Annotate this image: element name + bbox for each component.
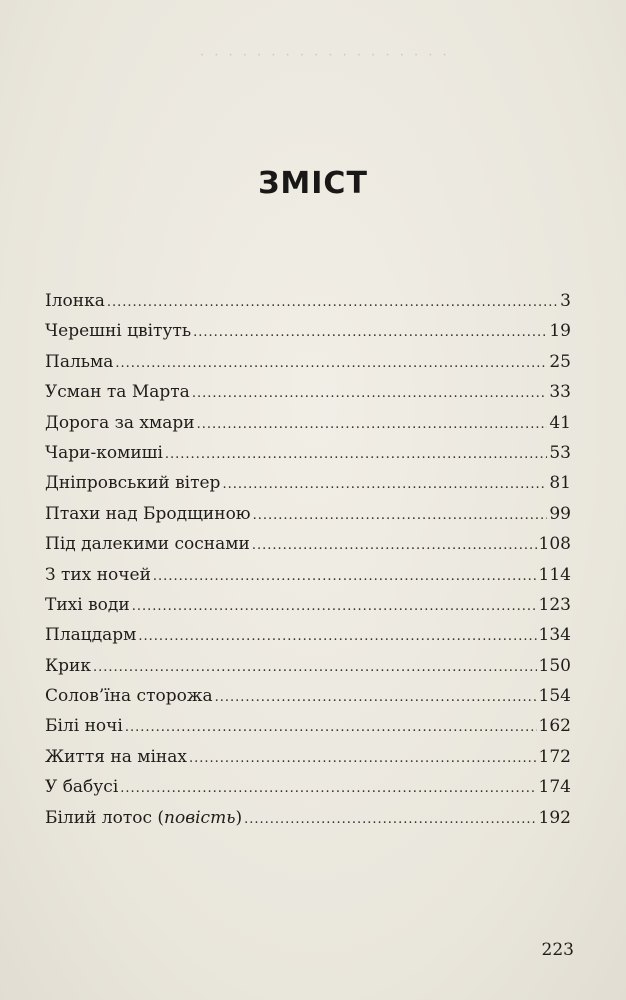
toc-entry[interactable]: [45, 681, 571, 711]
dot-leader: [107, 286, 558, 318]
dot-leader: [120, 772, 536, 804]
toc-entry[interactable]: [45, 286, 571, 316]
toc-entry-title: Білі ночі: [45, 716, 123, 737]
toc-entry-page: 53: [549, 442, 571, 463]
toc-entry-page: 123: [538, 594, 571, 615]
toc-entry-page: 192: [538, 807, 571, 828]
dot-leader: [93, 651, 537, 683]
toc-entry-page: 174: [538, 777, 571, 798]
toc-entry-title: Черешні цвітуть: [45, 321, 192, 342]
toc-entry-page: 114: [538, 564, 571, 585]
toc-entry[interactable]: [45, 560, 571, 590]
toc-entry[interactable]: [45, 347, 571, 377]
toc-entry-page: 3: [560, 291, 571, 311]
toc-entry[interactable]: [45, 468, 571, 498]
dot-leader: [244, 803, 536, 835]
page-number: 223: [541, 940, 574, 960]
toc-entry-title-main: Білий лотос (: [45, 807, 165, 828]
dot-leader: [252, 529, 537, 561]
toc-entry-title: Птахи над Бродщиною: [45, 503, 251, 524]
toc-entry-title-genre: повість: [164, 807, 236, 828]
dot-leader: [215, 681, 537, 713]
toc-entry-title: Дорога за хмари: [45, 412, 195, 433]
dot-leader: [125, 711, 537, 743]
bleed-through-decoration: · · · · · · · · · · · · · · · · · ·: [200, 48, 450, 63]
toc-entry[interactable]: [45, 651, 571, 681]
toc-entry-title: Усман та Марта: [45, 382, 190, 403]
toc-entry-title: Чари-комиші: [45, 442, 163, 463]
toc-entry-title: Солов’їна сторожа: [45, 686, 213, 707]
toc-entry[interactable]: [45, 742, 571, 772]
toc-entry-title: Під далекими соснами: [45, 534, 250, 555]
toc-entry-title-suffix: ): [235, 807, 243, 828]
toc-entry[interactable]: [45, 438, 571, 468]
toc-entry-page: 154: [538, 686, 571, 707]
toc-entry-page: 172: [538, 746, 571, 767]
dot-leader: [153, 560, 537, 592]
toc-entry[interactable]: [45, 803, 571, 833]
toc-entry[interactable]: [45, 711, 571, 741]
page-title: ЗМІСТ: [258, 166, 368, 201]
dot-leader: [193, 316, 547, 348]
toc-entry-title: Життя на мінах: [45, 746, 187, 767]
toc-entry[interactable]: [45, 529, 571, 559]
toc-entry-title: Ілонка: [45, 291, 105, 311]
dot-leader: [115, 347, 547, 379]
toc-entry-page: 108: [538, 534, 571, 555]
dot-leader: [138, 620, 536, 652]
toc-entry[interactable]: [45, 408, 571, 438]
toc-entry[interactable]: [45, 590, 571, 620]
toc-entry[interactable]: [45, 499, 571, 529]
toc-entry-title: Тихі води: [45, 594, 130, 615]
table-of-contents: [45, 286, 571, 833]
dot-leader: [192, 377, 548, 409]
dot-leader: [197, 408, 548, 440]
toc-entry-title: З тих ночей: [45, 564, 151, 585]
toc-entry-title: Пальма: [45, 351, 114, 372]
toc-entry-title: Дніпровський вітер: [45, 473, 221, 494]
toc-entry[interactable]: [45, 316, 571, 346]
toc-entry-page: 19: [549, 321, 571, 342]
toc-entry[interactable]: [45, 620, 571, 650]
toc-entry-page: 81: [549, 473, 571, 494]
toc-entry-page: 150: [538, 655, 571, 676]
dot-leader: [253, 499, 548, 531]
toc-entry-page: 33: [549, 382, 571, 403]
dot-leader: [132, 590, 537, 622]
toc-entry-page: 162: [538, 716, 571, 737]
toc-entry-page: 134: [538, 625, 571, 646]
toc-entry-page: 25: [549, 351, 571, 372]
toc-entry[interactable]: [45, 772, 571, 802]
toc-entry-title: Крик: [45, 655, 91, 676]
toc-entry-page: 41: [549, 412, 571, 433]
toc-entry-title: Плацдарм: [45, 625, 137, 646]
toc-entry[interactable]: [45, 377, 571, 407]
dot-leader: [189, 742, 537, 774]
dot-leader: [165, 438, 547, 470]
toc-entry-page: 99: [549, 503, 571, 524]
toc-entry-title: [45, 803, 242, 833]
dot-leader: [222, 468, 547, 500]
toc-entry-title: У бабусі: [45, 777, 119, 798]
